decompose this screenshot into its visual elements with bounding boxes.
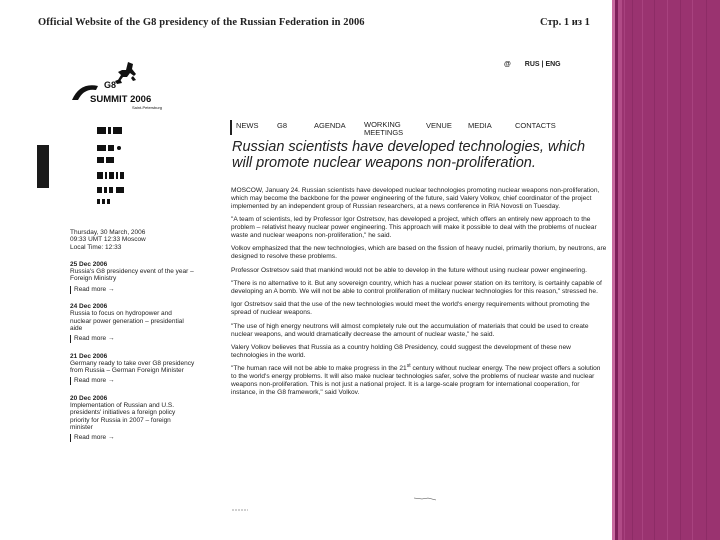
article-paragraph: Valery Volkov believes that Russia as a country holding G8 Presidency, could suggest the development of these new technologies in the world. — [231, 344, 571, 359]
nav-contacts[interactable]: CONTACTS — [515, 121, 556, 130]
nav-working-meetings[interactable]: WORKING MEETINGS — [364, 120, 404, 137]
scan-mark — [414, 497, 436, 501]
lang-separator: | — [541, 61, 544, 68]
article-paragraph: MOSCOW, January 24. Russian scientists have developed nuclear technologies promoting nuclear weapons non-proliferation, which may become the backbone for the power engineering of the future, said Valery Volkov, chief coordinator of the project implemented by an independent group of Russian researchers, at a news conference in RIA Novosti on Tuesday. — [231, 187, 600, 210]
main-navigation — [230, 120, 610, 136]
nav-media[interactable]: MEDIA — [468, 121, 492, 130]
news-date: 24 Dec 2006 — [70, 303, 108, 311]
read-more-link[interactable]: Read more → — [70, 335, 195, 342]
news-date: 21 Dec 2006 — [70, 352, 108, 360]
logo-summit: SUMMIT 2006 — [90, 94, 152, 105]
news-title[interactable]: Germany ready to take over G8 presidency from Russia – German Foreign Minister — [70, 359, 195, 375]
sidebar-news-item — [70, 353, 195, 385]
lang-eng-link[interactable]: ENG — [545, 61, 561, 68]
article-paragraph: "The use of high energy neutrons will almost completely rule out the accumulation of materials that could be used to create nuclear weapons, and would dramatically decrease the amount of nuclear waste," he said. — [231, 322, 589, 338]
lang-rus-link[interactable]: RUS — [524, 61, 540, 68]
scan-mark — [232, 508, 248, 511]
sidebar-datetime: Thursday, 30 March, 2006 09:33 UMT 12:33 Moscow Local Time: 12:33 — [70, 229, 146, 251]
logo-g8: G8 — [104, 80, 117, 90]
news-date: 25 Dec 2006 — [70, 260, 108, 268]
sidebar-news-item — [70, 261, 195, 293]
nav-venue[interactable]: VENUE — [426, 121, 452, 130]
article-paragraph: Professor Ostretsov said that mankind would not be able to develop in the future without using nuclear power engineering. — [231, 266, 587, 274]
document-page-number: Стр. 1 из 1 — [540, 17, 590, 28]
article-body — [231, 187, 607, 403]
read-more-link[interactable]: Read more → — [70, 377, 195, 384]
sidebar-news-item — [70, 303, 195, 342]
band-edge — [618, 0, 622, 540]
article-paragraph: "A team of scientists, led by Professor Igor Ostretsov, has developed a project, which offers an entirely new approach to the problem – relativist heavy nuclear power engineering. This approach will make it possible to deal with the problems of nuclear waste and nuclear weapons non-proliferation," he said. — [231, 216, 597, 240]
nav-divider — [230, 120, 232, 135]
superscript-st: st — [406, 363, 411, 370]
article-paragraph: Volkov emphasized that the new technologies, which are based on the fission of heavy nuclei, primarily thorium, by neutrons, are designed to resolve these problems. — [231, 245, 607, 261]
at-icon: @ — [504, 61, 511, 68]
flag-thumbnails — [97, 127, 157, 207]
last-para-start: "The human race will not be able to make progress in the 21 — [231, 365, 407, 373]
nav-agenda[interactable]: AGENDA — [314, 121, 346, 130]
news-sidebar — [70, 229, 195, 452]
article-headline: Russian scientists have developed technologies, which will promote nuclear weapons non-proliferation. — [232, 139, 586, 171]
news-title[interactable]: Implementation of Russian and U.S. presidents' initiatives a foreign policy priority for Russia in 2007 – foreign minister — [70, 402, 176, 431]
nav-news[interactable]: NEWS — [236, 121, 259, 130]
g8-summit-logo — [70, 60, 190, 120]
scan-dark-bar — [37, 145, 49, 188]
article-paragraph-last — [231, 365, 607, 397]
logo-city: Saint-Petersburg — [132, 105, 163, 110]
sidebar-news-item — [70, 395, 195, 442]
decorative-side-band — [612, 0, 720, 540]
news-title[interactable]: Russia's G8 presidency event of the year – Foreign Ministry — [70, 268, 194, 283]
news-date: 20 Dec 2006 — [70, 394, 108, 402]
horseman-icon — [115, 62, 136, 84]
read-more-link[interactable]: Read more → — [70, 434, 195, 441]
document-header-title: Official Website of the G8 presidency of the Russian Federation in 2006 — [38, 17, 365, 28]
read-more-link[interactable]: Read more → — [70, 286, 195, 293]
article-paragraph: "There is no alternative to it. But any sovereign country, which has a nuclear power station on its territory, is certainly capable of developing an A bomb. We will not be able to control proliferation of military nuclear technologies for this reason," stressed he. — [231, 280, 602, 296]
last-para-rest: century without nuclear energy. The new project offers a solution to the world's energy problems. It will also make nuclear technologies safer, solve the problems of nuclear waste and nuclear weapons non-proliferation. This is not just a national project. It is a large-scale program for international cooperation, for instance, in the G8 framework," said Volkov. — [231, 365, 601, 397]
news-title[interactable]: Russia to focus on hydropower and nuclear power generation – presidential aide — [70, 310, 184, 332]
article-paragraph: Igor Ostretsov said that the use of the new technologies would meet the world's energy requirements without promoting the spread of nuclear weapons. — [231, 301, 590, 317]
nav-g8[interactable]: G8 — [277, 121, 288, 130]
language-switch — [504, 61, 561, 68]
